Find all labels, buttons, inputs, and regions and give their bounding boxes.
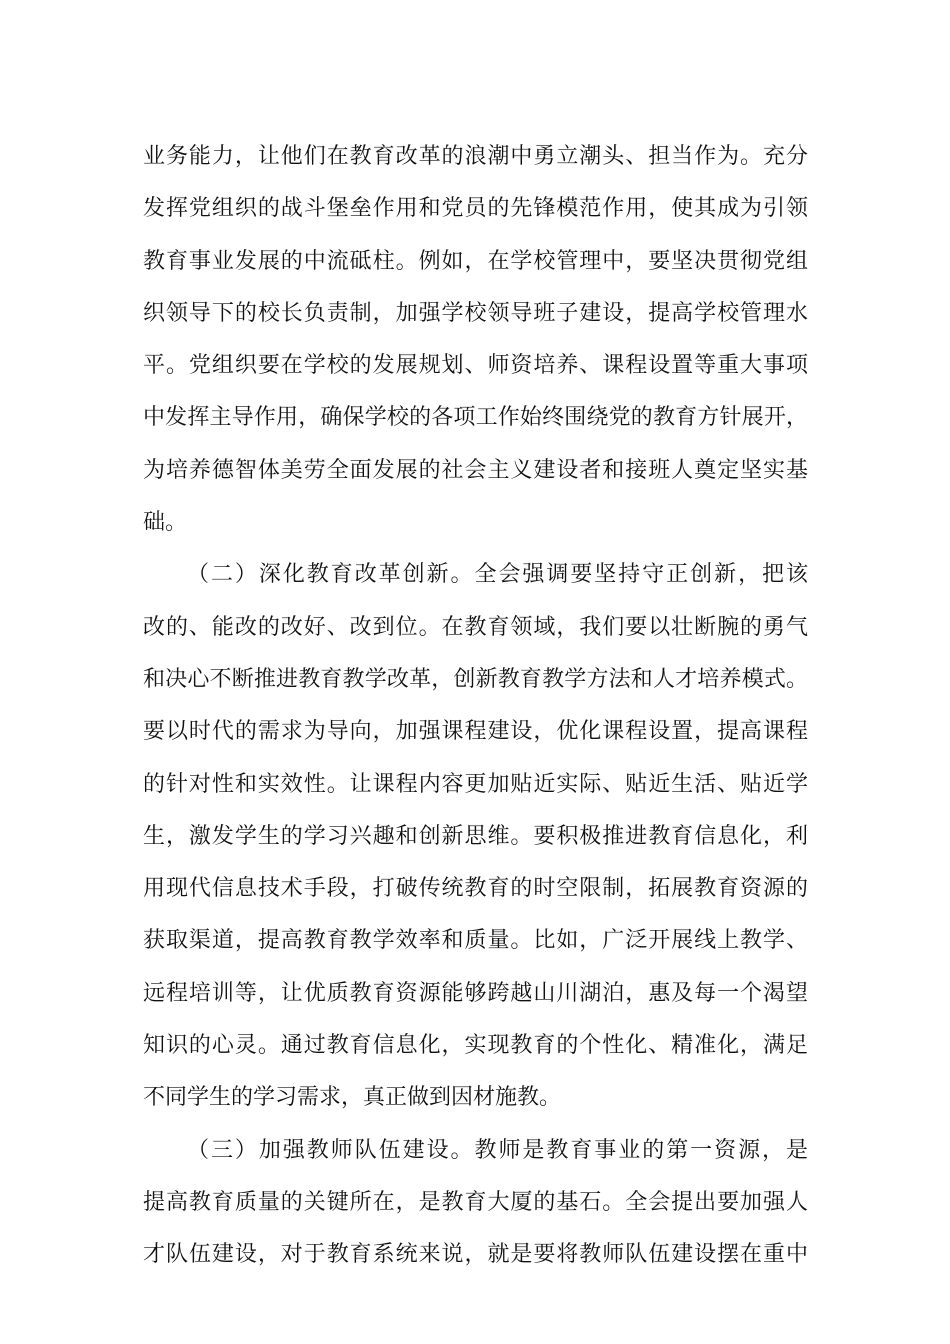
paragraph-3 <box>143 1125 808 1282</box>
text-line: 教育事业发展的中流砥柱。例如，在学校管理中，要坚决贯彻党组 <box>143 248 808 274</box>
text-line: 和决心不断推进教育教学改革，创新教育教学方法和人才培养模式。 <box>143 666 808 692</box>
text-line: 的针对性和实效性。让课程内容更加贴近实际、贴近生活、贴近学 <box>143 771 808 797</box>
text-line: 发挥党组织的战斗堡垒作用和党员的先锋模范作用，使其成为引领 <box>143 196 808 222</box>
text-line: 平。党组织要在学校的发展规划、师资培养、课程设置等重大事项 <box>143 353 808 379</box>
text-line: 远程培训等，让优质教育资源能够跨越山川湖泊，惠及每一个渴望 <box>143 980 808 1006</box>
text-line: 知识的心灵。通过教育信息化，实现教育的个性化、精准化，满足 <box>143 1033 808 1059</box>
text-line: （二）深化教育改革创新。全会强调要坚持守正创新，把该 <box>187 562 808 588</box>
text-line: （三）加强教师队伍建设。教师是教育事业的第一资源，是 <box>187 1137 808 1163</box>
paragraph-2 <box>143 549 808 1124</box>
text-line: 提高教育质量的关键所在，是教育大厦的基石。全会提出要加强人 <box>143 1189 808 1215</box>
paragraph-1 <box>143 131 808 549</box>
document-body <box>143 131 808 1282</box>
text-line: 中发挥主导作用，确保学校的各项工作始终围绕党的教育方针展开， <box>143 405 808 431</box>
text-line: 用现代信息技术手段，打破传统教育的时空限制，拓展教育资源的 <box>143 876 808 902</box>
text-line: 业务能力，让他们在教育改革的浪潮中勇立潮头、担当作为。充分 <box>143 144 808 169</box>
text-line: 为培养德智体美劳全面发展的社会主义建设者和接班人奠定坚实基 <box>143 457 808 483</box>
text-line: 改的、能改的改好、改到位。在教育领域，我们要以壮断腕的勇气 <box>143 614 808 640</box>
text-line: 才队伍建设，对于教育系统来说，就是要将教师队伍建设摆在重中 <box>143 1242 808 1268</box>
text-line: 获取渠道，提高教育教学效率和质量。比如，广泛开展线上教学、 <box>143 928 808 954</box>
text-line: 不同学生的学习需求，真正做到因材施教。 <box>143 1085 562 1111</box>
text-line: 织领导下的校长负责制，加强学校领导班子建设，提高学校管理水 <box>143 300 808 326</box>
text-line: 要以时代的需求为导向，加强课程建设，优化课程设置，提高课程 <box>143 719 808 745</box>
text-line: 生，激发学生的学习兴趣和创新思维。要积极推进教育信息化，利 <box>143 823 808 849</box>
text-line: 础。 <box>143 510 188 536</box>
